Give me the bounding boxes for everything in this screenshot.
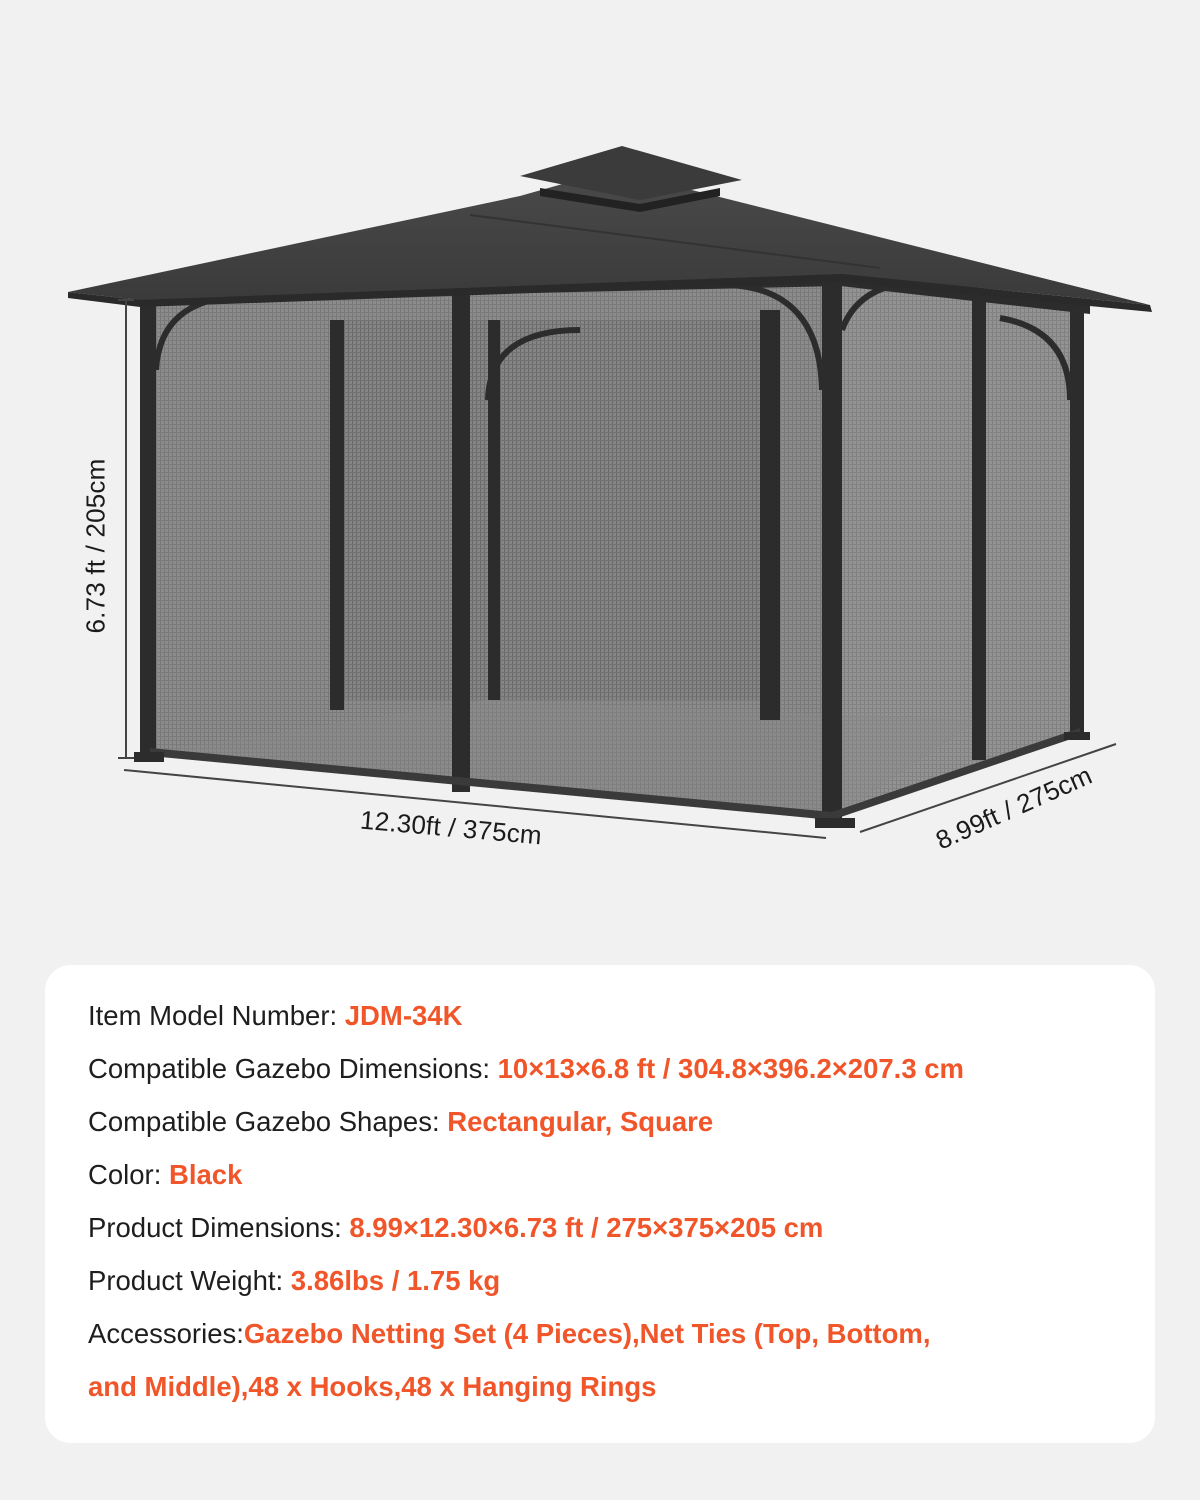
spec-row-compatible-shapes bbox=[88, 1105, 713, 1139]
spec-value: Gazebo Netting Set (4 Pieces),Net Ties (Top, Bottom, bbox=[243, 1318, 931, 1349]
gazebo-roof bbox=[68, 146, 1152, 312]
spec-label: Accessories: bbox=[88, 1318, 244, 1349]
spec-accessories-continued: and Middle),48 x Hooks,48 x Hanging Rings bbox=[88, 1371, 657, 1402]
spec-row-model bbox=[88, 999, 462, 1033]
front-netting bbox=[150, 285, 1080, 820]
spec-label: Color: bbox=[88, 1159, 169, 1190]
spec-label: Compatible Gazebo Shapes: bbox=[88, 1106, 448, 1137]
spec-value: 10×13×6.8 ft / 304.8×396.2×207.3 cm bbox=[497, 1053, 964, 1084]
spec-value: JDM-34K bbox=[344, 1000, 463, 1031]
spec-label: Item Model Number: bbox=[88, 1000, 345, 1031]
spec-value: Black bbox=[169, 1159, 243, 1190]
width-dimension-label: 12.30ft / 375cm bbox=[358, 804, 544, 851]
spec-card bbox=[45, 965, 1155, 1443]
depth-dimension-label: 8.99ft / 275cm bbox=[931, 759, 1097, 856]
spec-row-accessories bbox=[88, 1317, 930, 1351]
spec-label: Product Weight: bbox=[88, 1265, 291, 1296]
spec-label: Product Dimensions: bbox=[88, 1212, 350, 1243]
spec-row-product-dimensions bbox=[88, 1211, 823, 1245]
spec-row-product-weight bbox=[88, 1264, 500, 1298]
spec-label: Compatible Gazebo Dimensions: bbox=[88, 1053, 498, 1084]
spec-row-color bbox=[88, 1158, 242, 1192]
spec-value: Rectangular, Square bbox=[447, 1106, 714, 1137]
height-dimension-label: 6.73 ft / 205cm bbox=[80, 458, 111, 634]
spec-value: 3.86lbs / 1.75 kg bbox=[290, 1265, 501, 1296]
spec-value: 8.99×12.30×6.73 ft / 275×375×205 cm bbox=[349, 1212, 824, 1243]
spec-row-compatible-dimensions bbox=[88, 1052, 964, 1086]
